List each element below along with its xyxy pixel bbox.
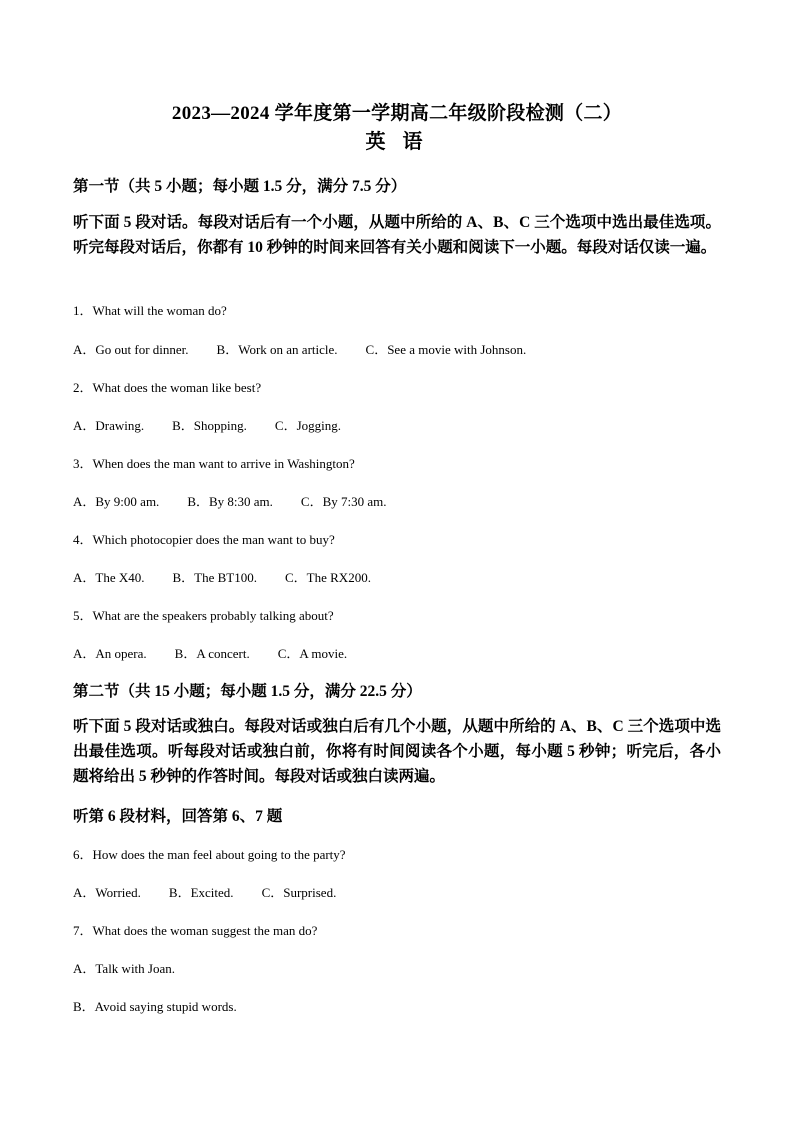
- option-a: A．An opera.: [73, 646, 147, 661]
- option-c: C．A movie.: [277, 646, 348, 661]
- question-2-stem: 2．What does the woman like best?: [73, 380, 262, 395]
- section2-heading: 第二节（共 15 小题；每小题 1.5 分，满分 22.5 分）: [73, 683, 422, 700]
- section1-heading: 第一节（共 5 小题；每小题 1.5 分，满分 7.5 分）: [73, 178, 407, 195]
- option-c: C．The RX200.: [285, 570, 371, 585]
- exam-title: 2023—2024 学年度第一学期高二年级阶段检测（二）: [171, 103, 623, 124]
- option-a: A．Drawing.: [73, 418, 145, 433]
- question-1-options: [73, 339, 526, 358]
- question-6-stem: 6．How does the man feel about going to the party?: [73, 847, 346, 862]
- option-b: B．Excited.: [168, 885, 234, 900]
- section2-instructions: 听下面 5 段对话或独白。每段对话或独白后有几个小题，从题中所给的 A、B、C 三个选项中选出最佳选项。听每段对话或独白前，你将有时间阅读各个小题，每小题 5 秒钟；听完后，各小题将给出 5 秒钟的作答时间。每段对话或独白读两遍。: [73, 718, 721, 785]
- option-c: C．Jogging.: [274, 418, 341, 433]
- option-c: C．By 7:30 am.: [300, 494, 387, 509]
- option-a: A．The X40.: [73, 570, 145, 585]
- option-a: A．Go out for dinner.: [73, 342, 189, 357]
- option-b: B．The BT100.: [172, 570, 257, 585]
- subject-title: 英 语: [365, 131, 429, 153]
- question-7-option-b: B．Avoid saying stupid words.: [73, 999, 237, 1014]
- question-4-options: [73, 567, 371, 586]
- question-6-options: [73, 882, 336, 901]
- question-7-stem: 7．What does the woman suggest the man do?: [73, 923, 318, 938]
- question-1-stem: 1．What will the woman do?: [73, 303, 227, 318]
- option-c: C．Surprised.: [261, 885, 337, 900]
- question-3-stem: 3．When does the man want to arrive in Washington?: [73, 456, 355, 471]
- question-4-stem: 4．Which photocopier does the man want to buy?: [73, 532, 335, 547]
- question-7-option-a: A．Talk with Joan.: [73, 961, 175, 976]
- option-b: B．By 8:30 am.: [187, 494, 273, 509]
- option-a: A．Worried.: [73, 885, 141, 900]
- option-a: A．By 9:00 am.: [73, 494, 160, 509]
- material-6-heading: 听第 6 段材料，回答第 6、7 题: [73, 808, 283, 825]
- section1-instructions: 听下面 5 段对话。每段对话后有一个小题，从题中所给的 A、B、C 三个选项中选出最佳选项。听完每段对话后，你都有 10 秒钟的时间来回答有关小题和阅读下一小题。每段对话仅读一遍。: [73, 214, 721, 256]
- question-5-stem: 5．What are the speakers probably talking about?: [73, 608, 334, 623]
- question-3-options: [73, 491, 387, 510]
- option-b: B．A concert.: [174, 646, 250, 661]
- option-b: B．Work on an article.: [216, 342, 338, 357]
- option-c: C．See a movie with Johnson.: [365, 342, 527, 357]
- question-5-options: [73, 643, 347, 662]
- option-b: B．Shopping.: [172, 418, 247, 433]
- question-2-options: [73, 415, 341, 434]
